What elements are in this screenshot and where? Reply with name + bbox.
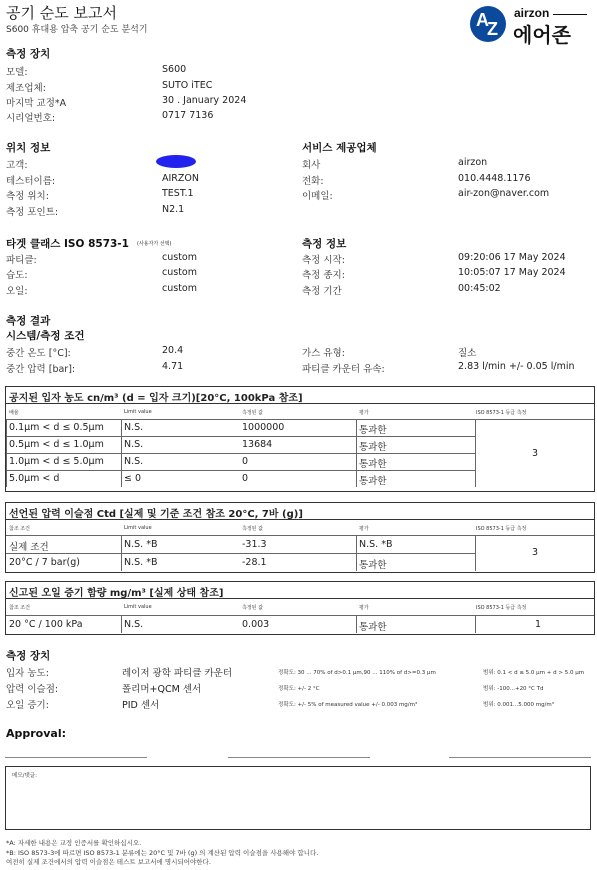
table-cell: 0 bbox=[242, 456, 249, 467]
table-cell: 통과한 bbox=[359, 560, 387, 571]
dewpoint-table bbox=[5, 502, 595, 573]
oil-class-value: 1 bbox=[535, 619, 542, 630]
table-cell: 통과한 bbox=[359, 459, 387, 470]
calibration-value: 30 . January 2024 bbox=[162, 95, 247, 106]
serial-label: 시리얼번호: bbox=[6, 113, 56, 124]
particle-header-class: ISO 8573-1 등급 측정 bbox=[476, 410, 527, 416]
sensor-label: 오일 증기: bbox=[6, 700, 49, 711]
model-value: S600 bbox=[162, 64, 187, 75]
table-cell: 1000000 bbox=[242, 422, 285, 433]
stop-label: 측정 종지: bbox=[302, 270, 345, 281]
measinfo-heading: 측정 정보 bbox=[302, 238, 347, 250]
table-cell: 통과한 bbox=[359, 442, 387, 453]
particle-header-eval: 평가 bbox=[359, 410, 369, 416]
table-row bbox=[6, 436, 475, 453]
table-divider bbox=[356, 615, 357, 633]
dew-header-eval: 평가 bbox=[359, 526, 369, 532]
table-cell: 통과한 bbox=[359, 425, 387, 436]
table-divider bbox=[121, 615, 122, 633]
serial-value: 0717 7136 bbox=[162, 110, 214, 121]
humidity-target-value: custom bbox=[162, 267, 197, 278]
signature-line bbox=[449, 757, 591, 758]
company-label: 회사 bbox=[302, 160, 321, 171]
particle-header-limit: Limit value bbox=[124, 409, 152, 415]
table-cell: 통과한 bbox=[359, 622, 387, 633]
table-row bbox=[6, 453, 475, 470]
maker-label: 제조업체: bbox=[6, 83, 46, 94]
place-value: TEST.1 bbox=[162, 188, 194, 199]
particle-header-measured: 측정된 값 bbox=[242, 410, 263, 416]
table-divider bbox=[475, 615, 476, 633]
dew-header-ref: 참조 조건 bbox=[9, 526, 30, 532]
logo-letter-a: A bbox=[476, 10, 489, 30]
table-divider bbox=[475, 419, 594, 420]
start-value: 09:20:06 17 May 2024 bbox=[458, 252, 566, 263]
location-heading: 위치 정보 bbox=[6, 142, 51, 154]
dewpoint-table-title: 선언된 압력 이슬점 Ctd [실제 및 기준 조건 참조 20°C, 7바 (g)] bbox=[6, 503, 594, 520]
table-divider bbox=[121, 535, 122, 571]
duration-label: 측정 기간 bbox=[302, 286, 342, 297]
sensor-label: 압력 이슬점: bbox=[6, 684, 59, 695]
sensors-heading: 측정 장치 bbox=[6, 650, 51, 662]
dew-header-measured: 측정된 값 bbox=[242, 526, 263, 532]
sensor-range: 범위: 0.001...5.000 mg/m³ bbox=[483, 702, 554, 708]
redaction-mark bbox=[156, 155, 196, 168]
logo-letter-z: Z bbox=[487, 19, 498, 39]
oil-header-limit: Limit value bbox=[124, 604, 152, 610]
sensor-range: 범위: 0.1 < d ≤ 5.0 µm + d > 5.0 µm bbox=[483, 670, 585, 676]
point-label: 측정 포인트: bbox=[6, 207, 59, 218]
table-divider bbox=[356, 419, 357, 487]
table-cell: 실제 조건 bbox=[9, 542, 49, 553]
table-cell: N.S. bbox=[124, 439, 144, 450]
dewpoint-class-value: 3 bbox=[532, 547, 539, 558]
table-cell: N.S. *B bbox=[124, 539, 158, 550]
customer-label: 고객: bbox=[6, 160, 28, 171]
flow-value: 2.83 l/min +/- 0.05 l/min bbox=[458, 361, 575, 372]
calibration-label: 마지막 교정*A bbox=[6, 98, 67, 109]
sensor-type: 폴리머+QCM 센서 bbox=[122, 684, 202, 695]
logo-circle-icon bbox=[470, 6, 506, 42]
oil-header-measured: 측정된 값 bbox=[242, 605, 263, 611]
sensor-type: 레이저 광학 파티클 카운터 bbox=[122, 668, 233, 679]
tester-value: AIRZON bbox=[162, 173, 199, 184]
start-label: 측정 시작: bbox=[302, 255, 345, 266]
target-note: (사용자가 선택) bbox=[137, 241, 172, 247]
sensor-accuracy: 정확도: +/- 2 °C bbox=[278, 686, 320, 692]
footnote-b: *B: ISO 8573-3에 따르면 ISO 8573-1 분류에는 20°C 및 7바 (g) 의 계산된 압력 이슬점을 사용해야 합니다. bbox=[6, 849, 319, 857]
particle-target-label: 파티클: bbox=[6, 255, 37, 266]
logo-line bbox=[553, 14, 587, 15]
oil-target-value: custom bbox=[162, 283, 197, 294]
table-cell: 0.003 bbox=[242, 619, 270, 630]
particle-table bbox=[5, 386, 595, 492]
tester-label: 테스터이름: bbox=[6, 176, 56, 187]
table-row bbox=[6, 470, 475, 488]
company-value: airzon bbox=[458, 157, 488, 168]
table-divider bbox=[121, 419, 122, 487]
sensor-label: 입자 농도: bbox=[6, 668, 49, 679]
notes-label: 메모/댓글: bbox=[12, 773, 37, 779]
oil-table-title: 신고된 오일 증기 함량 mg/m³ [실제 상태 참조] bbox=[6, 582, 594, 599]
phone-label: 전화: bbox=[302, 176, 324, 187]
oil-header-class: ISO 8573-1 등급 측정 bbox=[476, 605, 527, 611]
oil-table bbox=[5, 581, 595, 635]
table-cell: N.S. bbox=[124, 456, 144, 467]
report-subtitle: S600 휴대용 압축 공기 순도 분석기 bbox=[6, 25, 148, 35]
table-row bbox=[6, 535, 475, 553]
table-cell: 0.5µm < d ≤ 1.0µm bbox=[9, 439, 104, 450]
oil-header-eval: 평가 bbox=[359, 605, 369, 611]
phone-value: 010.4448.1176 bbox=[458, 173, 531, 184]
pressure-label: 중간 압력 [bar]: bbox=[6, 364, 76, 375]
table-row bbox=[6, 419, 475, 436]
device-heading: 측정 장치 bbox=[6, 48, 51, 60]
table-cell: ≤ 0 bbox=[124, 473, 142, 484]
table-divider bbox=[356, 535, 357, 571]
table-cell: 0.1µm < d ≤ 0.5µm bbox=[9, 422, 104, 433]
email-label: 이메일: bbox=[302, 191, 333, 202]
table-cell: -28.1 bbox=[242, 557, 267, 568]
footnote-c: 여전히 실제 조건에서의 압력 이슬점은 테스트 보고서에 명시되어야한다. bbox=[6, 858, 211, 866]
target-heading: 타겟 클래스 ISO 8573-1 bbox=[6, 238, 129, 250]
sensor-range: 범위: -100...+20 °C Td bbox=[483, 686, 544, 692]
logo-brand-en: airzon bbox=[514, 6, 550, 20]
sensor-accuracy: 정확도: 30 ... 70% of d>0.1 µm,90 ... 110% of d>=0.3 µm bbox=[278, 670, 436, 676]
particle-header-range: 배율 bbox=[9, 410, 19, 416]
table-divider bbox=[6, 419, 7, 487]
table-row bbox=[6, 615, 594, 634]
pressure-value: 4.71 bbox=[162, 361, 184, 372]
dew-header-limit: Limit value bbox=[124, 525, 152, 531]
model-label: 모델: bbox=[6, 67, 28, 78]
signature-line bbox=[5, 757, 147, 758]
table-divider bbox=[475, 419, 476, 487]
point-value: N2.1 bbox=[162, 204, 185, 215]
report-title: 공기 순도 보고서 bbox=[6, 4, 117, 22]
sensor-type: PID 센서 bbox=[122, 700, 160, 711]
particle-target-value: custom bbox=[162, 252, 197, 263]
temp-value: 20.4 bbox=[162, 345, 184, 356]
table-divider bbox=[475, 535, 476, 571]
provider-heading: 서비스 제공업체 bbox=[302, 142, 377, 154]
dew-header-class: ISO 8573-1 등급 측정 bbox=[476, 526, 527, 532]
table-cell: 20 °C / 100 kPa bbox=[9, 619, 83, 630]
table-cell: 0 bbox=[242, 473, 249, 484]
conditions-heading: 시스템/측정 조건 bbox=[6, 330, 85, 342]
table-cell: 13684 bbox=[242, 439, 273, 450]
table-cell: 1.0µm < d ≤ 5.0µm bbox=[9, 456, 104, 467]
logo-brand-ko: 에어존 bbox=[513, 23, 571, 47]
airzon-logo bbox=[470, 4, 590, 47]
stop-value: 10:05:07 17 May 2024 bbox=[458, 267, 566, 278]
humidity-target-label: 습도: bbox=[6, 270, 28, 281]
table-row bbox=[6, 553, 475, 572]
email-value: air-zon@naver.com bbox=[458, 188, 550, 199]
duration-value: 00:45:02 bbox=[458, 283, 501, 294]
signature-line bbox=[228, 757, 370, 758]
approval-label: Approval: bbox=[6, 727, 67, 740]
table-cell: 20°C / 7 bar(g) bbox=[9, 557, 80, 568]
table-divider bbox=[475, 535, 594, 536]
particle-class-value: 3 bbox=[532, 448, 539, 459]
particle-table-title: 공지된 입자 농도 cn/m³ (d = 입자 크기)[20°C, 100kPa 참조] bbox=[6, 387, 594, 404]
notes-box[interactable] bbox=[5, 766, 591, 830]
table-cell: N.S. bbox=[124, 422, 144, 433]
oil-target-label: 오일: bbox=[6, 286, 28, 297]
temp-label: 중간 온도 [°C]: bbox=[6, 348, 71, 359]
sensor-accuracy: 정확도: +/- 5% of measured value +/- 0.003 mg/m³ bbox=[278, 702, 418, 708]
table-cell: N.S. bbox=[124, 619, 144, 630]
place-label: 측정 위치: bbox=[6, 191, 49, 202]
table-cell: N.S. *B bbox=[124, 557, 158, 568]
gas-value: 질소 bbox=[458, 348, 477, 359]
table-cell: 통과한 bbox=[359, 476, 387, 487]
footnote-a: *A: 자세한 내용은 교정 인증서를 확인하십시오. bbox=[6, 839, 142, 847]
maker-value: SUTO iTEC bbox=[162, 80, 213, 91]
table-cell: -31.3 bbox=[242, 539, 267, 550]
oil-header-ref: 참조 조건 bbox=[9, 605, 30, 611]
table-cell: N.S. *B bbox=[359, 539, 393, 550]
flow-label: 파티클 카운터 유속: bbox=[302, 364, 385, 375]
results-heading: 측정 결과 bbox=[6, 315, 51, 327]
table-cell: 5.0µm < d bbox=[9, 473, 60, 484]
gas-label: 가스 유형: bbox=[302, 348, 345, 359]
